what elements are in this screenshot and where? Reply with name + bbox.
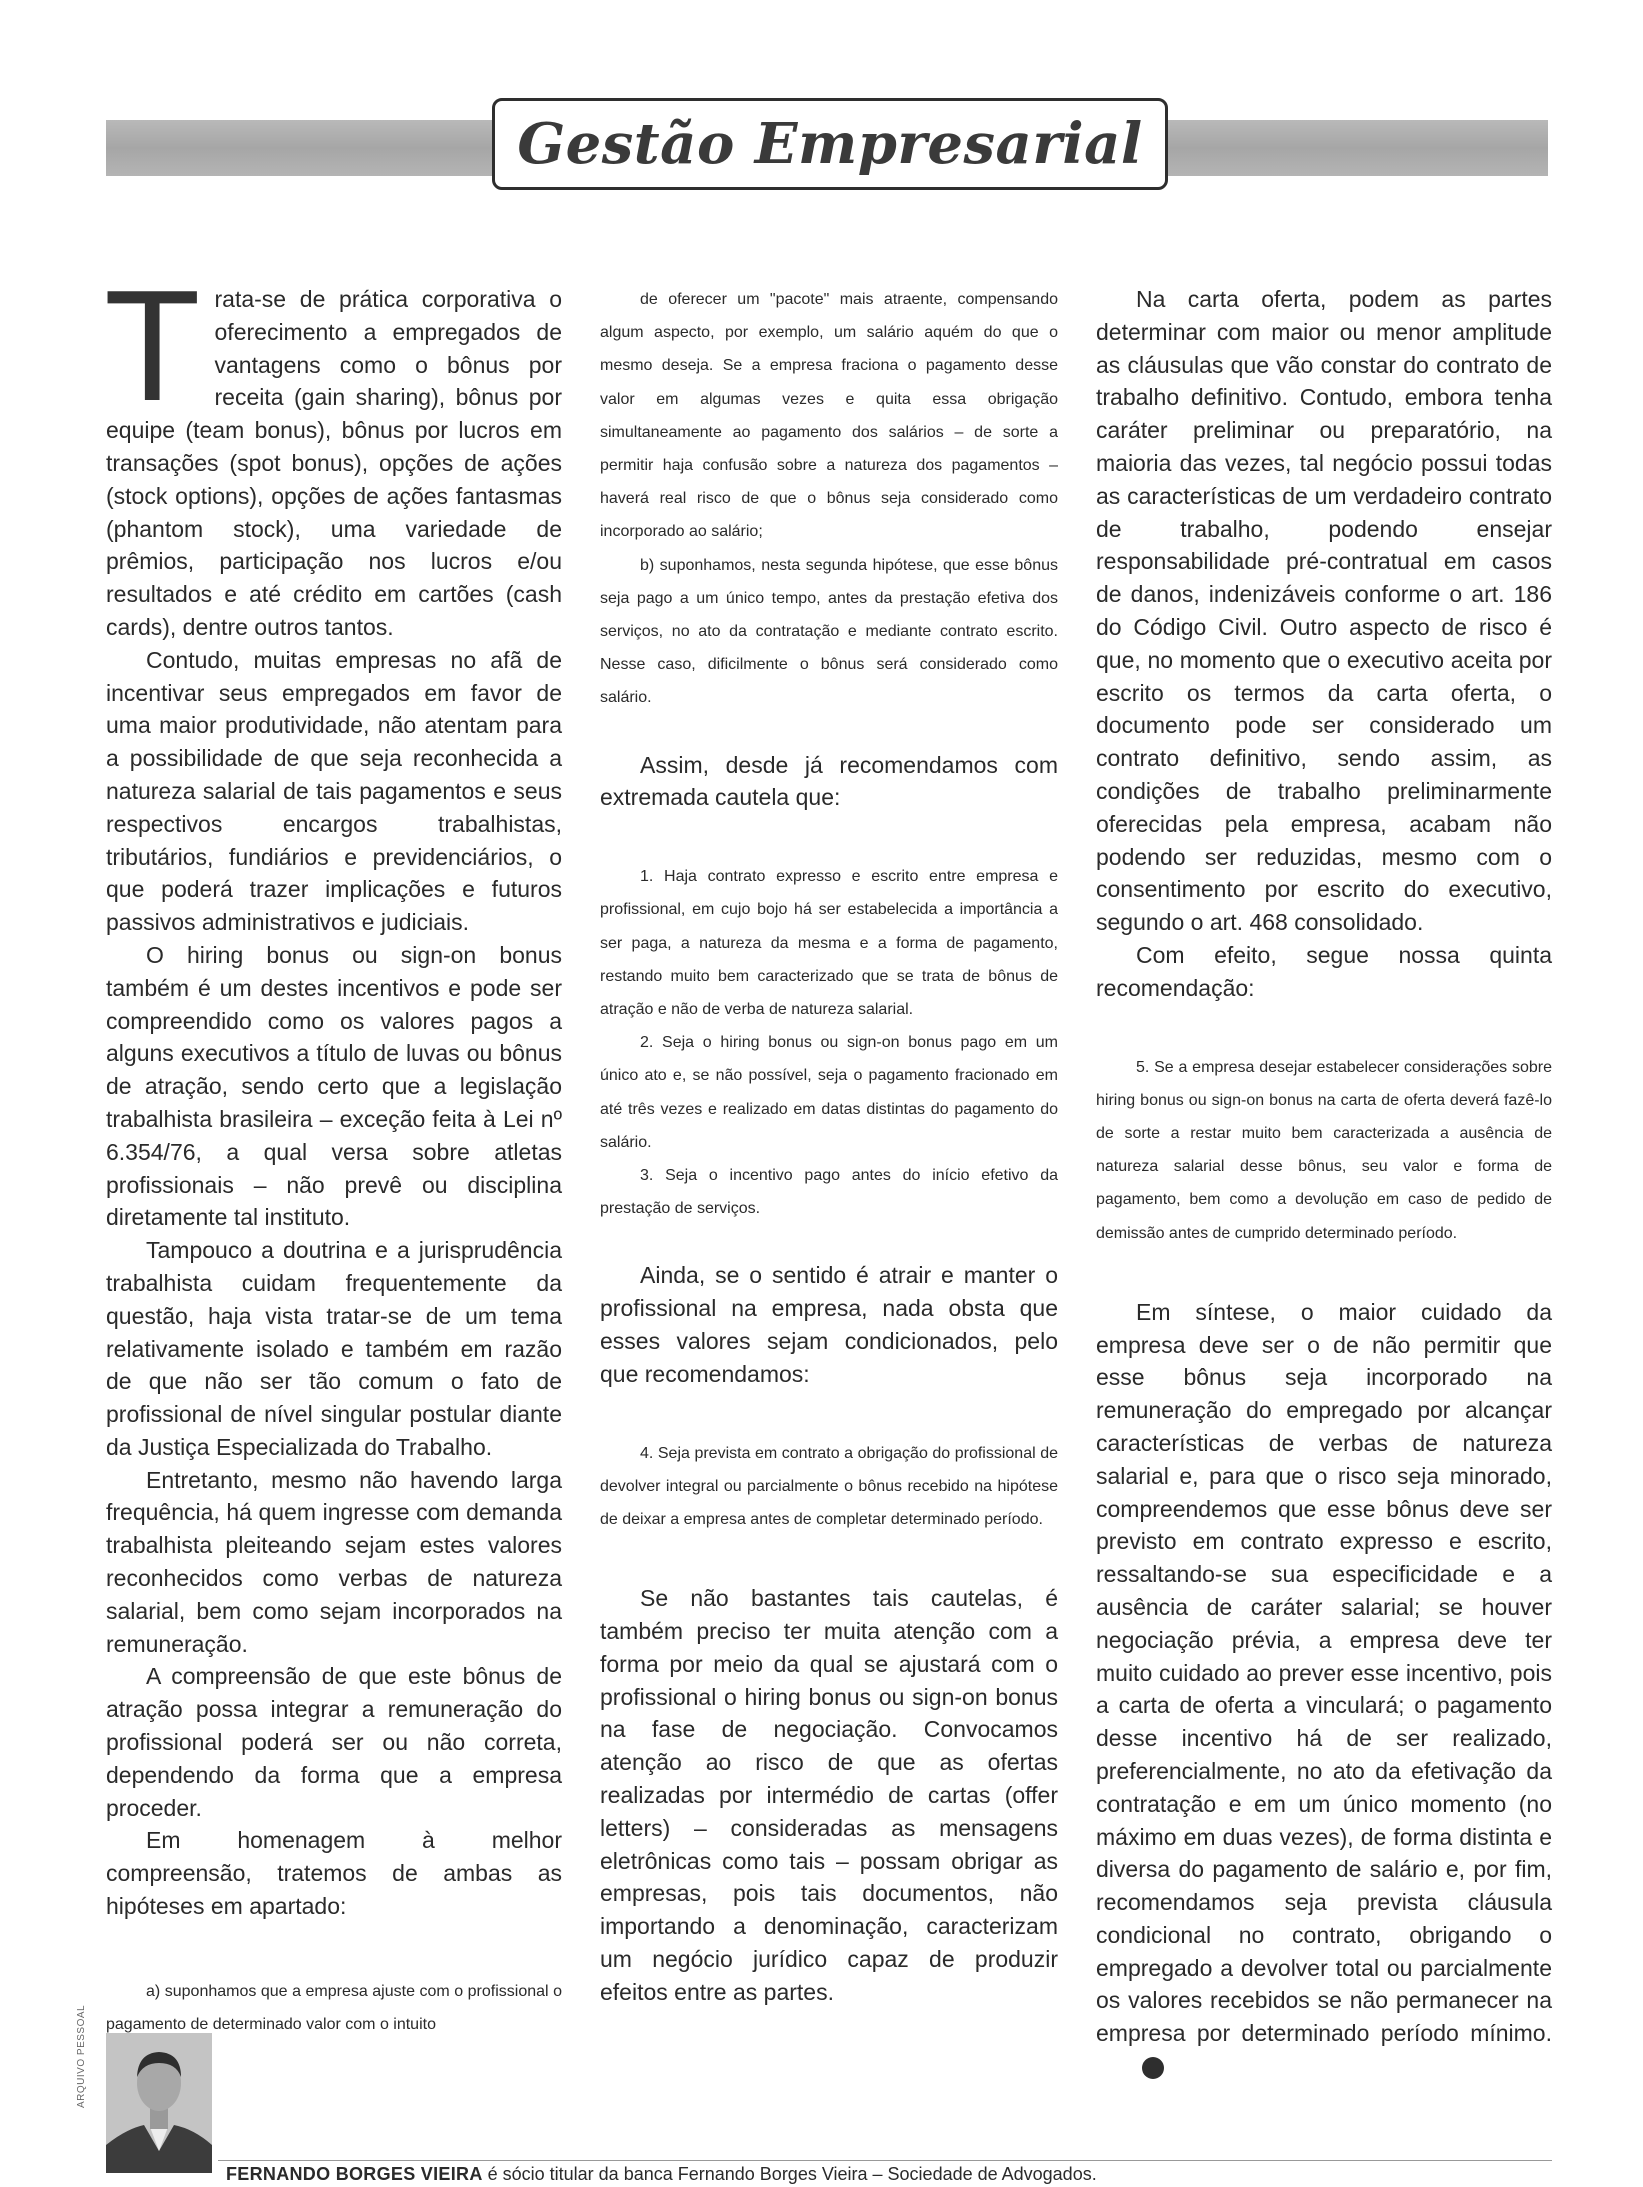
recommendation-item: 4. Seja prevista em contrato a obrigação do profissional de devolver integral ou parcialmente o bônus recebido na hipótese de deixar a empresa antes de completar determinado período. [600, 1444, 1058, 1529]
paragraph: A compreensão de que este bônus de atração possa integrar a remuneração do profissional poderá ser ou não correta, dependendo da forma que a empresa proceder. [106, 1663, 562, 1821]
paragraph: Em homenagem à melhor compreensão, tratemos de ambas as hipóteses em apartado: [106, 1827, 562, 1920]
article-column-3 [1096, 283, 1552, 2083]
paragraph: Com efeito, segue nossa quinta recomendação: [1096, 941, 1552, 1001]
section-title: Gestão Empresarial [517, 111, 1143, 177]
end-of-article-icon: m [1142, 2057, 1164, 2079]
author-name: FERNANDO BORGES VIEIRA [226, 2164, 483, 2184]
article-column-2 [600, 283, 1058, 2009]
article-column-1 [104, 258, 562, 2041]
author-description: é sócio titular da banca Fernando Borges Vieira – Sociedade de Advogados. [482, 2164, 1097, 2184]
drop-cap: T [104, 258, 201, 434]
hypothesis-paragraph: de oferecer um "pacote" mais atraente, compensando algum aspecto, por exemplo, um salário aquém do que o mesmo deseja. Se a empresa fraciona o pagamento desse valor em algumas vezes e quita essa obrigação simultaneamente ao pagamento dos salários – de sorte a permitir haja confusão sobre a natureza dos pagamentos – haverá real risco de que o bônus seja considerado como incorporado ao salário; [600, 291, 1058, 541]
paragraph: Contudo, muitas empresas no afã de incentivar seus empregados em favor de uma maior produtividade, não atentam para a possibilidade de que seja reconhecida a natureza salarial de tais pagamentos e seus respectivos encargos trabalhistas, tributários, fundiários e previdenciários, o que poderá trazer implicações e futuros passivos administrativos e judiciais. [106, 646, 562, 936]
author-photo [106, 2033, 212, 2173]
author-bio [226, 2164, 1097, 2185]
recommendation-item: 3. Seja o incentivo pago antes do início efetivo da prestação de serviços. [600, 1167, 1058, 1218]
paragraph: Ainda, se o sentido é atrair e manter o profissional na empresa, nada obsta que esses valores sejam condicionados, pelo que recomendamos: [600, 1262, 1058, 1387]
author-portrait-icon [106, 2033, 212, 2173]
photo-credit: ARQUIVO PESSOAL [76, 2004, 87, 2108]
paragraph: rata-se de prática corporativa o oferecimento a empregados de vantagens como o bônus por receita (gain sharing), bônus por equipe (team bonus), bônus por lucros em transações (spot bonus), opções de ações (stock options), opções de ações fantasmas (phantom stock), uma variedade de prêmios, participação nos lucros e/ou resultados e até crédito em cartões (cash cards), dentre outros tantos. [106, 286, 562, 640]
recommendation-item: 1. Haja contrato expresso e escrito entre empresa e profissional, em cujo bojo há ser estabelecida a importância a ser paga, a natureza da mesma e a forma de pagamento, restando muito bem caracterizado que se trata de bônus de atração e não de verba de natureza salarial. [600, 868, 1058, 1019]
paragraph: O hiring bonus ou sign-on bonus também é um destes incentivos e pode ser compreendido como os valores pagos a alguns executivos a título de luvas ou bônus de atração, sendo certo que a legislação trabalhista brasileira – exceção feita à Lei nº 6.354/76, a qual versa sobre atletas profissionais – não prevê ou disciplina diretamente tal instituto. [106, 941, 562, 1231]
hypothesis-paragraph: a) suponhamos que a empresa ajuste com o profissional o pagamento de determinado valor com o intuito [106, 1982, 562, 2034]
recommendation-item: 5. Se a empresa desejar estabelecer considerações sobre hiring bonus ou sign-on bonus na carta de oferta deverá fazê-lo de sorte a restar muito bem caracterizada a ausência de natureza salarial desse bônus, seu valor e forma de pagamento, bem como a devolução em caso de pedido de demissão antes de cumprido determinado período. [1096, 1058, 1552, 1242]
footer-divider [218, 2160, 1552, 2161]
paragraph-text: Em síntese, o maior cuidado da empresa deve ser o de não permitir que esse bônus seja incorporado na remuneração do empregado por alcançar características de verbas de natureza salarial e, para que o risco seja minorado, compreendemos que esse bônus deve ser previsto em contrato expresso e escrito, ressaltando-se sua especificidade e a ausência de caráter salarial; se houver negociação prévia, a empresa deve ter muito cuidado ao prever esse incentivo, pois a carta de oferta a vinculará; o pagamento desse incentivo há de ser realizado, preferencialmente, no ato da efetivação da contratação e em um único momento (no máximo em duas vezes), de forma distinta e diversa do pagamento de salário e, por fim, recomendamos seja prevista cláusula condicional no contrato, obrigando o empregado a devolver total ou parcialmente os valores recebidos se não permanecer na empresa por determinado período mínimo. [1096, 1298, 1552, 2047]
paragraph [1096, 1296, 1552, 2083]
paragraph: Na carta oferta, podem as partes determinar com maior ou menor amplitude as cláusulas que vão constar do contrato de trabalho definitivo. Contudo, embora tenha caráter preliminar ou preparatório, na maioria das vezes, tal negócio possui todas as características de um verdadeiro contrato de trabalho, podendo ensejar responsabilidade pré-contratual em casos de danos, indenizáveis conforme o art. 186 do Código Civil. Outro aspecto de risco é que, no momento que o executivo aceita por escrito os termos da carta oferta, o documento pode ser considerado um contrato definitivo, sendo assim, as condições de trabalho preliminarmente oferecidas pela empresa, acabam não podendo ser reduzidas, mesmo com o consentimento por escrito do executivo, segundo o art. 468 consolidado. [1096, 286, 1552, 936]
paragraph: Entretanto, mesmo não havendo larga frequência, há quem ingresse com demanda trabalhista pleiteando sejam estes valores reconhecidos como verbas de natureza salarial, bem como sejam incorporados na remuneração. [106, 1466, 562, 1657]
paragraph: Assim, desde já recomendamos com extremada cautela que: [600, 751, 1058, 811]
recommendation-item: 2. Seja o hiring bonus ou sign-on bonus pago em um único ato e, se não possível, seja o pagamento fracionado em até três vezes e realizado em datas distintas do pagamento do salário. [600, 1034, 1058, 1151]
hypothesis-paragraph: b) suponhamos, nesta segunda hipótese, que esse bônus seja pago a um único tempo, antes da prestação efetiva dos serviços, no ato da contratação e mediante contrato escrito. Nesse caso, dificilmente o bônus será considerado como salário. [600, 556, 1058, 707]
paragraph: Se não bastantes tais cautelas, é também preciso ter muita atenção com a forma por meio da qual se ajustará com o profissional o hiring bonus ou sign-on bonus na fase de negociação. Convocamos atenção ao risco de que as ofertas realizadas por intermédio de cartas (offer letters) – consideradas as mensagens eletrônicas como tais – possam obrigar as empresas, pois tais documentos, não importando a denominação, caracterizam um negócio jurídico capaz de produzir efeitos entre as partes. [600, 1585, 1058, 2005]
section-header-box [492, 98, 1168, 190]
paragraph: Tampouco a doutrina e a jurisprudência trabalhista cuidam frequentemente da questão, haja vista tratar-se de um tema relativamente isolado e também em razão de que não ser tão comum o fato de profissional de nível singular postular diante da Justiça Especializada do Trabalho. [106, 1237, 562, 1460]
